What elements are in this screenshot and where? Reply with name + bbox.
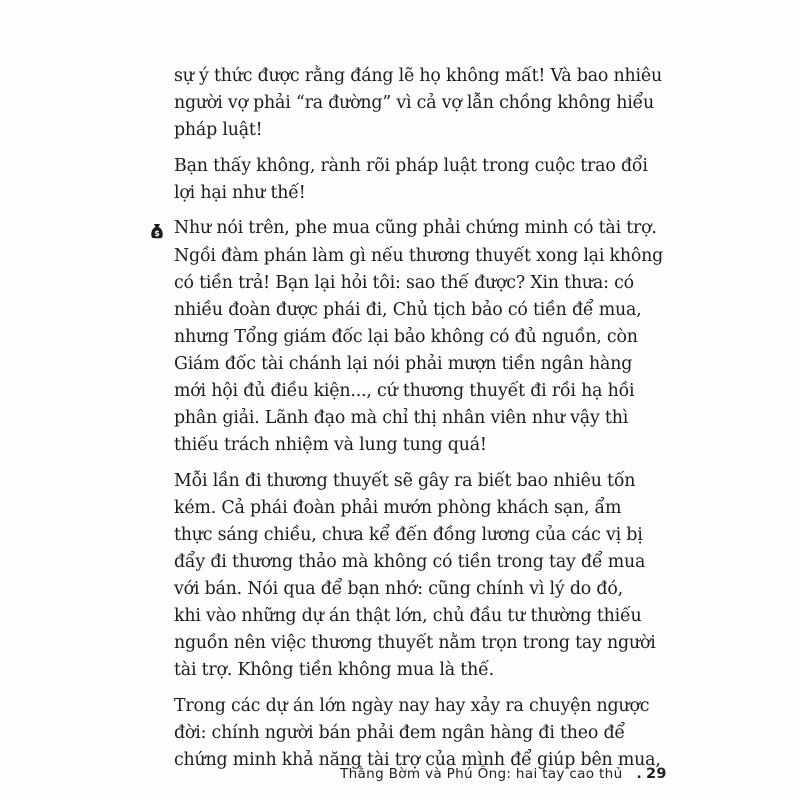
page-number: 29 — [645, 766, 667, 782]
text-line: Ngồi đàm phán làm gì nếu thương thuyết xong lại không — [174, 245, 664, 266]
text-line: nguồn nên việc thương thuyết nằm trọn trong tay người — [174, 633, 656, 654]
svg-text:$: $ — [154, 229, 160, 238]
text-line: pháp luật! — [174, 120, 263, 141]
money-bag-icon — [150, 223, 164, 239]
text-line: lợi hại như thế! — [174, 182, 306, 203]
page-footer — [340, 766, 667, 782]
paragraph — [174, 468, 710, 685]
text-line: Giám đốc tài chánh lại nói phải mượn tiền ngân hàng — [174, 353, 633, 374]
text-line: đẩy đi thương thảo mà không có tiền trong tay để mua — [174, 552, 646, 573]
text-line: kém. Cả phái đoàn phải mướn phòng khách sạn, ẩm — [174, 497, 622, 518]
paragraph — [174, 215, 710, 459]
text-line: nhưng Tổng giám đốc lại bảo không có đủ nguồn, còn — [174, 326, 638, 347]
text-line: sự ý thức được rằng đáng lẽ họ không mất! Và bao nhiêu — [174, 66, 662, 86]
text-line: với bán. Nói qua để bạn nhớ: cũng chính vì lý do đó, — [174, 579, 623, 600]
text-line: thiếu trách nhiệm và lung tung quá! — [174, 435, 487, 456]
text-line: người vợ phải “ra đường” vì cả vợ lẫn chồng không hiểu — [174, 93, 655, 114]
text-line: chứng minh khả năng tài trợ của mình để giúp bên mua, — [174, 750, 661, 771]
text-line: phân giải. Lãnh đạo mà chỉ thị nhân viên như vậy thì — [174, 408, 629, 429]
text-line: khi vào những dự án thật lớn, chủ đầu tư thường thiếu — [174, 606, 642, 627]
text-line: thực sáng chiều, chưa kể đến đồng lương của các vị bị — [174, 525, 643, 545]
paragraph — [174, 693, 710, 774]
text-line: Mỗi lần đi thương thuyết sẽ gây ra biết bao nhiêu tốn — [174, 470, 636, 491]
text-line: Như nói trên, phe mua cũng phải chứng minh có tài trợ. — [174, 218, 657, 239]
text-line: nhiều đoàn được phái đi, Chủ tịch bảo có tiền để mua, — [174, 299, 642, 320]
text-line: có tiền trả! Bạn lại hỏi tôi: sao thế được? Xin thưa: có — [174, 272, 634, 293]
footer-separator: . — [636, 766, 642, 782]
text-line: Bạn thấy không, rành rõi pháp luật trong cuộc trao đổi — [174, 155, 648, 176]
page-body — [174, 63, 710, 774]
text-line: đời: chính người bán phải đem ngân hàng đi theo để — [174, 723, 625, 744]
text-line: Trong các dự án lớn ngày nay hay xảy ra chuyện ngược — [174, 696, 650, 717]
paragraph — [174, 153, 710, 207]
text-line: mới hội đủ điều kiện..., cứ thương thuyết đi rồi hạ hồi — [174, 381, 635, 402]
text-line: tài trợ. Không tiền không mua là thế. — [174, 660, 494, 681]
running-title: Thằng Bờm và Phú Ông: hai tay cao thủ — [340, 766, 623, 782]
paragraph — [174, 63, 710, 144]
